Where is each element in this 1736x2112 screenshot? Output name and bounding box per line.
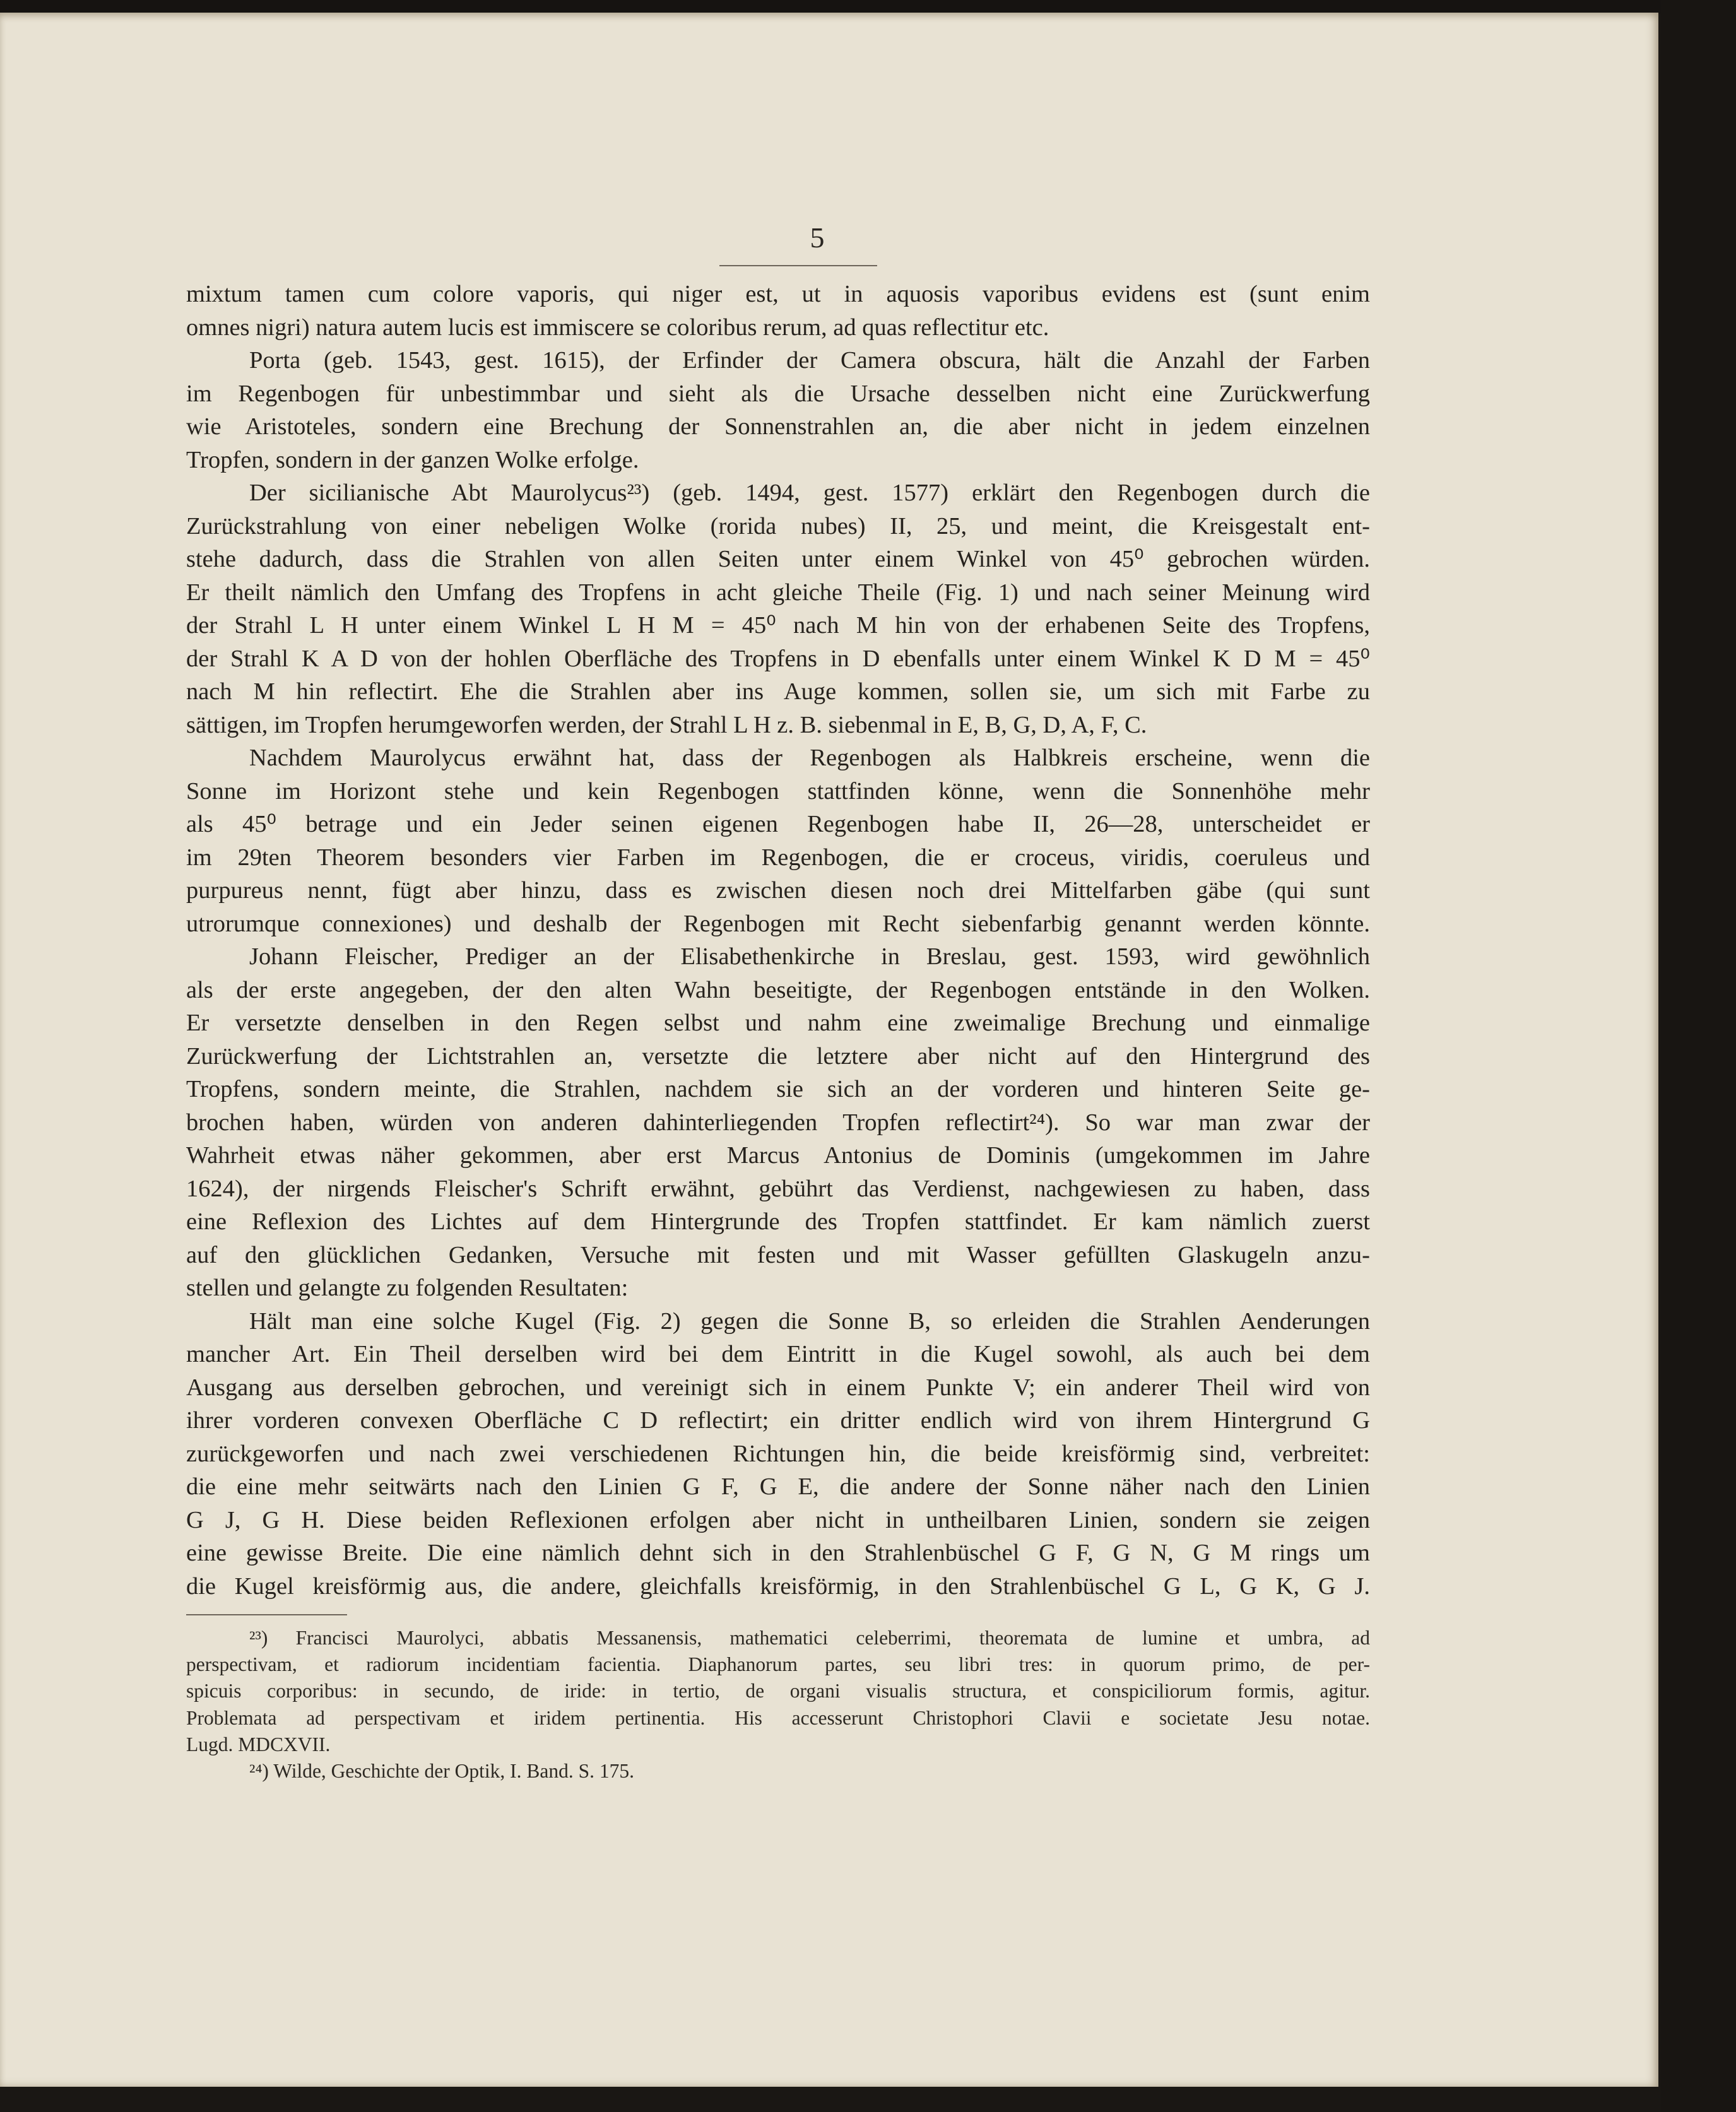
body-line: als 45⁰ betrage und ein Jeder seinen eigenen Regenbogen habe II, 26—28, unterscheidet er	[186, 811, 1370, 837]
page-number: 5	[810, 221, 825, 254]
body-line: sättigen, im Tropfen herumgeworfen werden, der Strahl L H z. B. siebenmal in E, B, G, D, A, F, C.	[186, 711, 1147, 738]
body-line: Ausgang aus derselben gebrochen, und vereinigt sich in einem Punkte V; ein anderer Theil wird von	[186, 1374, 1370, 1401]
body-line: der Strahl L H unter einem Winkel L H M = 45⁰ nach M hin von der erhabenen Seite des Tropfens,	[186, 612, 1370, 639]
body-line: auf den glücklichen Gedanken, Versuche mit festen und mit Wasser gefüllten Glaskugeln anzu-	[186, 1241, 1370, 1268]
body-line: zurückgeworfen und nach zwei verschiedenen Richtungen hin, die beide kreisförmig sind, verbreitet:	[186, 1440, 1370, 1467]
body-line: brochen haben, würden von anderen dahinterliegenden Tropfen reflectirt²⁴). So war man zwar der	[186, 1109, 1370, 1136]
body-line: ihrer vorderen convexen Oberfläche C D reflectirt; ein dritter endlich wird von ihrem Hintergrund G	[186, 1407, 1370, 1434]
body-line: purpureus nennt, fügt aber hinzu, dass es zwischen diesen noch drei Mittelfarben gäbe (qui sunt	[186, 877, 1370, 904]
body-line: Zurückwerfung der Lichtstrahlen an, versetzte die letztere aber nicht auf den Hintergrund des	[186, 1042, 1370, 1070]
body-line: Wahrheit etwas näher gekommen, aber erst Marcus Antonius de Dominis (umgekommen im Jahre	[186, 1142, 1370, 1169]
scan-border-top	[0, 0, 1736, 14]
body-line: Tropfen, sondern in der ganzen Wolke erfolge.	[186, 446, 639, 473]
body-line: Hält man eine solche Kugel (Fig. 2) gegen die Sonne B, so erleiden die Strahlen Aenderungen	[249, 1307, 1370, 1335]
body-line: im Regenbogen für unbestimmbar und sieht als die Ursache desselben nicht eine Zurückwerfung	[186, 380, 1370, 407]
body-line: eine Reflexion des Lichtes auf dem Hintergrunde des Tropfen stattfindet. Er kam nämlich zuerst	[186, 1208, 1370, 1235]
body-line: im 29ten Theorem besonders vier Farben im Regenbogen, die er croceus, viridis, coeruleus und	[186, 844, 1370, 871]
footnote-line: spicuis corporibus: in secundo, de iride: in tertio, de organi visualis structura, et conspiciliorum formis, agitur.	[186, 1680, 1370, 1702]
page-number-rule	[719, 265, 877, 266]
body-line: 1624), der nirgends Fleischer's Schrift erwähnt, gebührt das Verdienst, nachgewiesen zu haben, dass	[186, 1175, 1370, 1202]
footnote-line: perspectivam, et radiorum incidentiam facientia. Diaphanorum partes, seu libri tres: in quorum primo, de per-	[186, 1653, 1370, 1676]
body-line: Johann Fleischer, Prediger an der Elisabethenkirche in Breslau, gest. 1593, wird gewöhnlich	[249, 943, 1370, 970]
body-line: wie Aristoteles, sondern eine Brechung der Sonnenstrahlen an, die aber nicht in jedem einzelnen	[186, 413, 1370, 440]
body-line: Nachdem Maurolycus erwähnt hat, dass der Regenbogen als Halbkreis erscheine, wenn die	[249, 745, 1370, 771]
body-line: als der erste angegeben, der den alten Wahn beseitigte, der Regenbogen entstände in den Wolken.	[186, 976, 1370, 1003]
body-line: Porta (geb. 1543, gest. 1615), der Erfinder der Camera obscura, hält die Anzahl der Farben	[249, 347, 1370, 374]
body-line: nach M hin reflectirt. Ehe die Strahlen aber ins Auge kommen, sollen sie, um sich mit Farbe zu	[186, 678, 1370, 705]
body-line: eine gewisse Breite. Die eine nämlich dehnt sich in den Strahlenbüschel G F, G N, G M rings um	[186, 1540, 1370, 1566]
body-line: Der sicilianische Abt Maurolycus²³) (geb. 1494, gest. 1577) erklärt den Regenbogen durch die	[249, 480, 1370, 506]
body-line: der Strahl K A D von der hohlen Oberfläche des Tropfens in D ebenfalls unter einem Winkel K D M = 45⁰	[186, 645, 1370, 672]
body-line: Zurückstrahlung von einer nebeligen Wolke (rorida nubes) II, 25, und meint, die Kreisgestalt ent-	[186, 512, 1370, 540]
footnotes	[186, 1625, 1370, 1785]
body-line: Er versetzte denselben in den Regen selbst und nahm eine zweimalige Brechung und einmalige	[186, 1010, 1370, 1036]
body-line: utrorumque connexiones) und deshalb der Regenbogen mit Recht siebenfarbig genannt werden könnte.	[186, 910, 1370, 937]
body-line: die Kugel kreisförmig aus, die andere, gleichfalls kreisförmig, in den Strahlenbüschel G L, G K, G J.	[186, 1572, 1370, 1600]
body-line: Tropfens, sondern meinte, die Strahlen, nachdem sie sich an der vorderen und hinteren Seite ge-	[186, 1076, 1370, 1102]
body-line: Sonne im Horizont stehe und kein Regenbogen stattfinden könne, wenn die Sonnenhöhe mehr	[186, 777, 1370, 805]
footnote-rule	[186, 1614, 347, 1615]
body-line: omnes nigri) natura autem lucis est immiscere se coloribus rerum, ad quas reflectitur etc.	[186, 314, 1049, 341]
footnote-line: ²⁴) Wilde, Geschichte der Optik, I. Band. S. 175.	[249, 1759, 634, 1782]
footnote-line: Lugd. MDCXVII.	[186, 1733, 331, 1755]
scan-border-right	[1660, 0, 1736, 2112]
body-line: G J, G H. Diese beiden Reflexionen erfolgen aber nicht in untheilbaren Linien, sondern sie zeigen	[186, 1506, 1370, 1533]
body-line: stellen und gelangte zu folgenden Resultaten:	[186, 1275, 629, 1301]
body-text	[186, 278, 1370, 1603]
body-line: stehe dadurch, dass die Strahlen von allen Seiten unter einem Winkel von 45⁰ gebrochen würden.	[186, 546, 1370, 572]
body-line: mixtum tamen cum colore vaporis, qui niger est, ut in aquosis vaporibus evidens est (sunt enim	[186, 281, 1370, 307]
body-line: Er theilt nämlich den Umfang des Tropfens in acht gleiche Theile (Fig. 1) und nach seiner Meinung wird	[186, 579, 1370, 606]
body-line: mancher Art. Ein Theil derselben wird bei dem Eintritt in die Kugel sowohl, als auch bei dem	[186, 1341, 1370, 1367]
footnote-line: Problemata ad perspectivam et iridem pertinentia. His accesserunt Christophori Clavii e societate Jesu notae.	[186, 1706, 1370, 1729]
footnote-line: ²³) Francisci Maurolyci, abbatis Messanensis, mathematici celeberrimi, theoremata de lumine et umbra, ad	[249, 1627, 1370, 1649]
body-line: die eine mehr seitwärts nach den Linien G F, G E, die andere der Sonne näher nach den Linien	[186, 1473, 1370, 1500]
